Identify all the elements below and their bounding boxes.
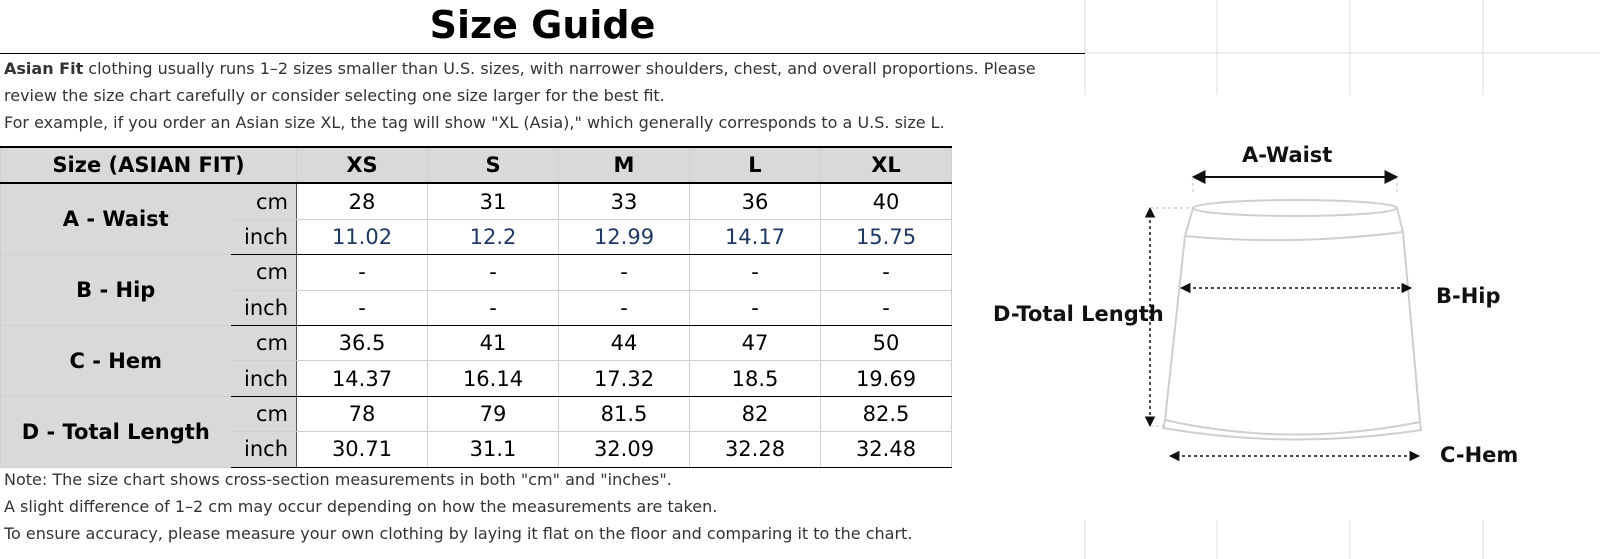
cell: 32.48 <box>821 432 952 467</box>
cell: 82 <box>690 396 821 431</box>
cell: 36 <box>690 183 821 219</box>
unit-cm: cm <box>231 325 297 360</box>
cell: 11.02 <box>297 219 428 254</box>
unit-inch: inch <box>231 361 297 396</box>
intro-paragraph <box>4 55 1074 109</box>
skirt-diagram <box>980 140 1540 490</box>
note-line: To ensure accuracy, please measure your own clothing by laying it flat on the floor and comparing it to the chart. <box>4 524 913 543</box>
cell: 36.5 <box>297 325 428 360</box>
cell: 32.28 <box>690 432 821 467</box>
unit-inch: inch <box>231 219 297 254</box>
cell: - <box>559 255 690 290</box>
table-row <box>1 396 952 431</box>
size-table <box>0 146 952 468</box>
size-header: M <box>559 147 690 183</box>
table-row <box>1 325 952 360</box>
intro-line2: For example, if you order an Asian size XL, the tag will show "XL (Asia)," which generally corresponds to a U.S. size L. <box>4 113 945 132</box>
cell: - <box>297 290 428 325</box>
size-header-label: Size (ASIAN FIT) <box>1 147 297 183</box>
cell: - <box>821 255 952 290</box>
cell: 12.99 <box>559 219 690 254</box>
cell: 78 <box>297 396 428 431</box>
title-divider <box>0 53 1085 54</box>
cell: 50 <box>821 325 952 360</box>
cell: - <box>559 290 690 325</box>
label-total-length: D-Total Length <box>993 302 1164 326</box>
cell: 14.37 <box>297 361 428 396</box>
cell: 44 <box>559 325 690 360</box>
notes <box>4 466 912 547</box>
cell: - <box>690 255 821 290</box>
cell: 79 <box>428 396 559 431</box>
unit-inch: inch <box>231 290 297 325</box>
unit-cm: cm <box>231 183 297 219</box>
table-row <box>1 183 952 219</box>
table-row <box>1 255 952 290</box>
cell: 32.09 <box>559 432 690 467</box>
cell: 18.5 <box>690 361 821 396</box>
page-title: Size Guide <box>429 3 656 47</box>
cell: 41 <box>428 325 559 360</box>
intro-text <box>4 55 1074 136</box>
cell: 19.69 <box>821 361 952 396</box>
cell: - <box>690 290 821 325</box>
intro-line1: clothing usually runs 1–2 sizes smaller than U.S. sizes, with narrower shoulders, chest, and overall proportions. Please review the size chart carefully or consider selecting one size larger for the best fit. <box>4 59 1036 105</box>
cell: 82.5 <box>821 396 952 431</box>
table-header-row <box>1 147 952 183</box>
cell: 33 <box>559 183 690 219</box>
cell: 15.75 <box>821 219 952 254</box>
row-label-hem: C - Hem <box>1 325 231 396</box>
cell: 16.14 <box>428 361 559 396</box>
cell: 28 <box>297 183 428 219</box>
unit-cm: cm <box>231 255 297 290</box>
label-hem: C-Hem <box>1440 443 1519 467</box>
size-header: L <box>690 147 821 183</box>
cell: 81.5 <box>559 396 690 431</box>
unit-inch: inch <box>231 432 297 467</box>
size-header: S <box>428 147 559 183</box>
size-header: XL <box>821 147 952 183</box>
label-waist: A-Waist <box>1242 143 1333 167</box>
cell: 17.32 <box>559 361 690 396</box>
cell: - <box>428 290 559 325</box>
row-label-total-length: D - Total Length <box>1 396 231 467</box>
size-header: XS <box>297 147 428 183</box>
row-label-waist: A - Waist <box>1 183 231 254</box>
cell: 40 <box>821 183 952 219</box>
label-hip: B-Hip <box>1436 284 1501 308</box>
cell: - <box>428 255 559 290</box>
cell: - <box>297 255 428 290</box>
cell: 31.1 <box>428 432 559 467</box>
cell: 30.71 <box>297 432 428 467</box>
cell: 31 <box>428 183 559 219</box>
cell: - <box>821 290 952 325</box>
cell: 12.2 <box>428 219 559 254</box>
unit-cm: cm <box>231 396 297 431</box>
cell: 47 <box>690 325 821 360</box>
note-line: Note: The size chart shows cross-section measurements in both "cm" and "inches". <box>4 470 672 489</box>
asian-fit-lead: Asian Fit <box>4 59 84 78</box>
cell: 14.17 <box>690 219 821 254</box>
row-label-hip: B - Hip <box>1 255 231 326</box>
note-line: A slight difference of 1–2 cm may occur depending on how the measurements are taken. <box>4 497 718 516</box>
